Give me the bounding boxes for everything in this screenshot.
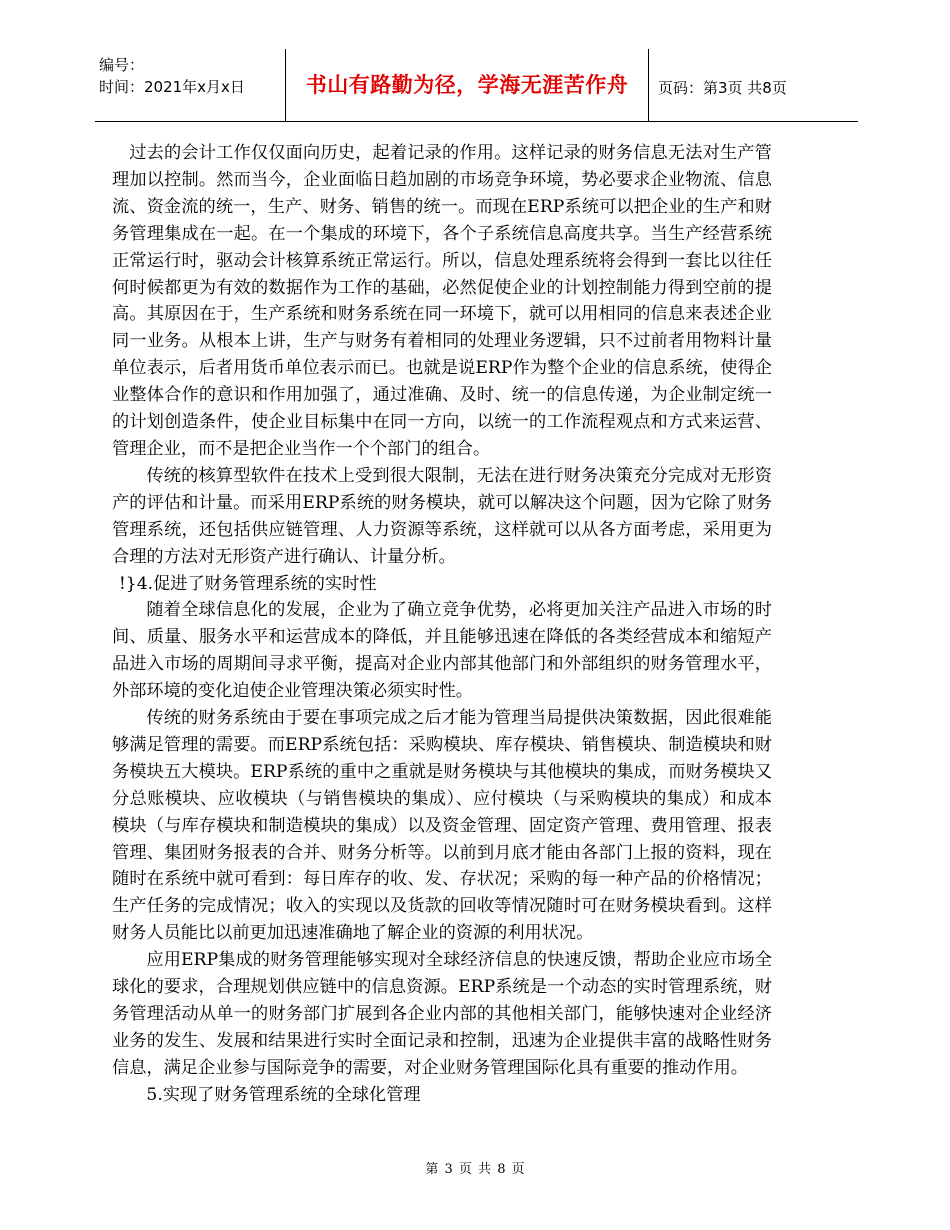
paragraph: 应用ERP集成的财务管理能够实现对全球经济信息的快速反馈，帮助企业应市场全球化的要求，合理规划供应链中的信息资源。ERP系统是一个动态的实时管理系统，财务管理活动从单一的财务部门扩展到各企业内部的其他相关部门，能够快速对企业经济业务的发生、发展和结果进行实时全面记录和控制，迅速为企业提供丰富的战略性财务信息，满足企业参与国际竞争的需要，对企业财务管理国际化具有重要的推动作用。: [112, 950, 772, 1078]
section-heading: !}4.促进了财务管理系统的实时性: [118, 573, 377, 594]
paragraph: 过去的会计工作仅仅面向历史，起着记录的作用。这样记录的财务信息无法对生产管理加以控制。然而当今，企业面临日趋加剧的市场竞争环境，势必要求企业物流、信息流、资金流的统一，生产、财务、销售的统一。而现在ERP系统可以把企业的生产和财务管理集成在一起。在一个集成的环境下，各个子系统信息高度共享。当生产经营系统正常运行时，驱动会计核算系统正常运行。所以，信息处理系统将会得到一套比以往任何时候都更为有效的数据作为工作的基础，必然促使企业的计划控制能力得到空前的提高。其原因在于，生产系统和财务系统在同一环境下，就可以用相同的信息来表述企业同一业务。从根本上讲，生产与财务有着相同的处理业务逻辑，只不过前者用物料计量单位表示，后者用货币单位表示而已。也就是说ERP作为整个企业的信息系统，使得企业整体合作的意识和作用加强了，通过准确、及时、统一的信息传递，为企业制定统一的计划创造条件，使企业目标集中在同一方向，以统一的工作流程观点和方式来运营、管理企业，而不是把企业当作一个个部门的组合。: [112, 143, 772, 459]
document-body: [112, 140, 772, 1109]
header-motto: 书山有路勤为径，学海无涯苦作舟: [285, 49, 649, 121]
page-footer: 第 3 页 共 8 页: [425, 1162, 525, 1177]
paragraph: 随着全球信息化的发展，企业为了确立竞争优势，必将更加关注产品进入市场的时间、质量、服务水平和运营成本的降低，并且能够迅速在降低的各类经营成本和缩短产品进入市场的周期间寻求平衡，提高对企业内部其他部门和外部组织的财务管理水平，外部环境的变化迫使企业管理决策必须实时性。: [112, 600, 772, 702]
date-label: 时间：2021年x月x日: [99, 78, 245, 96]
doc-number-label: 编号：: [99, 56, 145, 74]
paragraph: 传统的核算型软件在技术上受到很大限制，无法在进行财务决策充分完成对无形资产的评估和计量。而采用ERP系统的财务模块，就可以解决这个问题，因为它除了财务管理系统，还包括供应链管理、人力资源等系统，这样就可以从各方面考虑，采用更为合理的方法对无形资产进行确认、计量分析。: [112, 465, 772, 567]
header-page-info: 页码：第3页 共8页: [658, 79, 787, 97]
section-heading: 5.实现了财务管理系统的全球化管理: [146, 1084, 421, 1105]
header-meta: [95, 49, 285, 121]
paragraph: 传统的财务系统由于要在事项完成之后才能为管理当局提供决策数据，因此很难能够满足管理的需要。而ERP系统包括：采购模块、库存模块、销售模块、制造模块和财务模块五大模块。ERP系统的重中之重就是财务模块与其他模块的集成，而财务模块又分总账模块、应收模块（与销售模块的集成）、应付模块（与采购模块的集成）和成本模块（与库存模块和制造模块的集成）以及资金管理、固定资产管理、费用管理、报表管理、集团财务报表的合并、财务分析等。以前到月底才能由各部门上报的资料，现在随时在系统中就可看到：每日库存的收、发、存状况；采购的每一种产品的价格情况；生产任务的完成情况；收入的实现以及货款的回收等情况随时可在财务模块看到。这样财务人员能比以前更加迅速准确地了解企业的资源的利用状况。: [112, 708, 772, 944]
page-header: [95, 49, 858, 122]
